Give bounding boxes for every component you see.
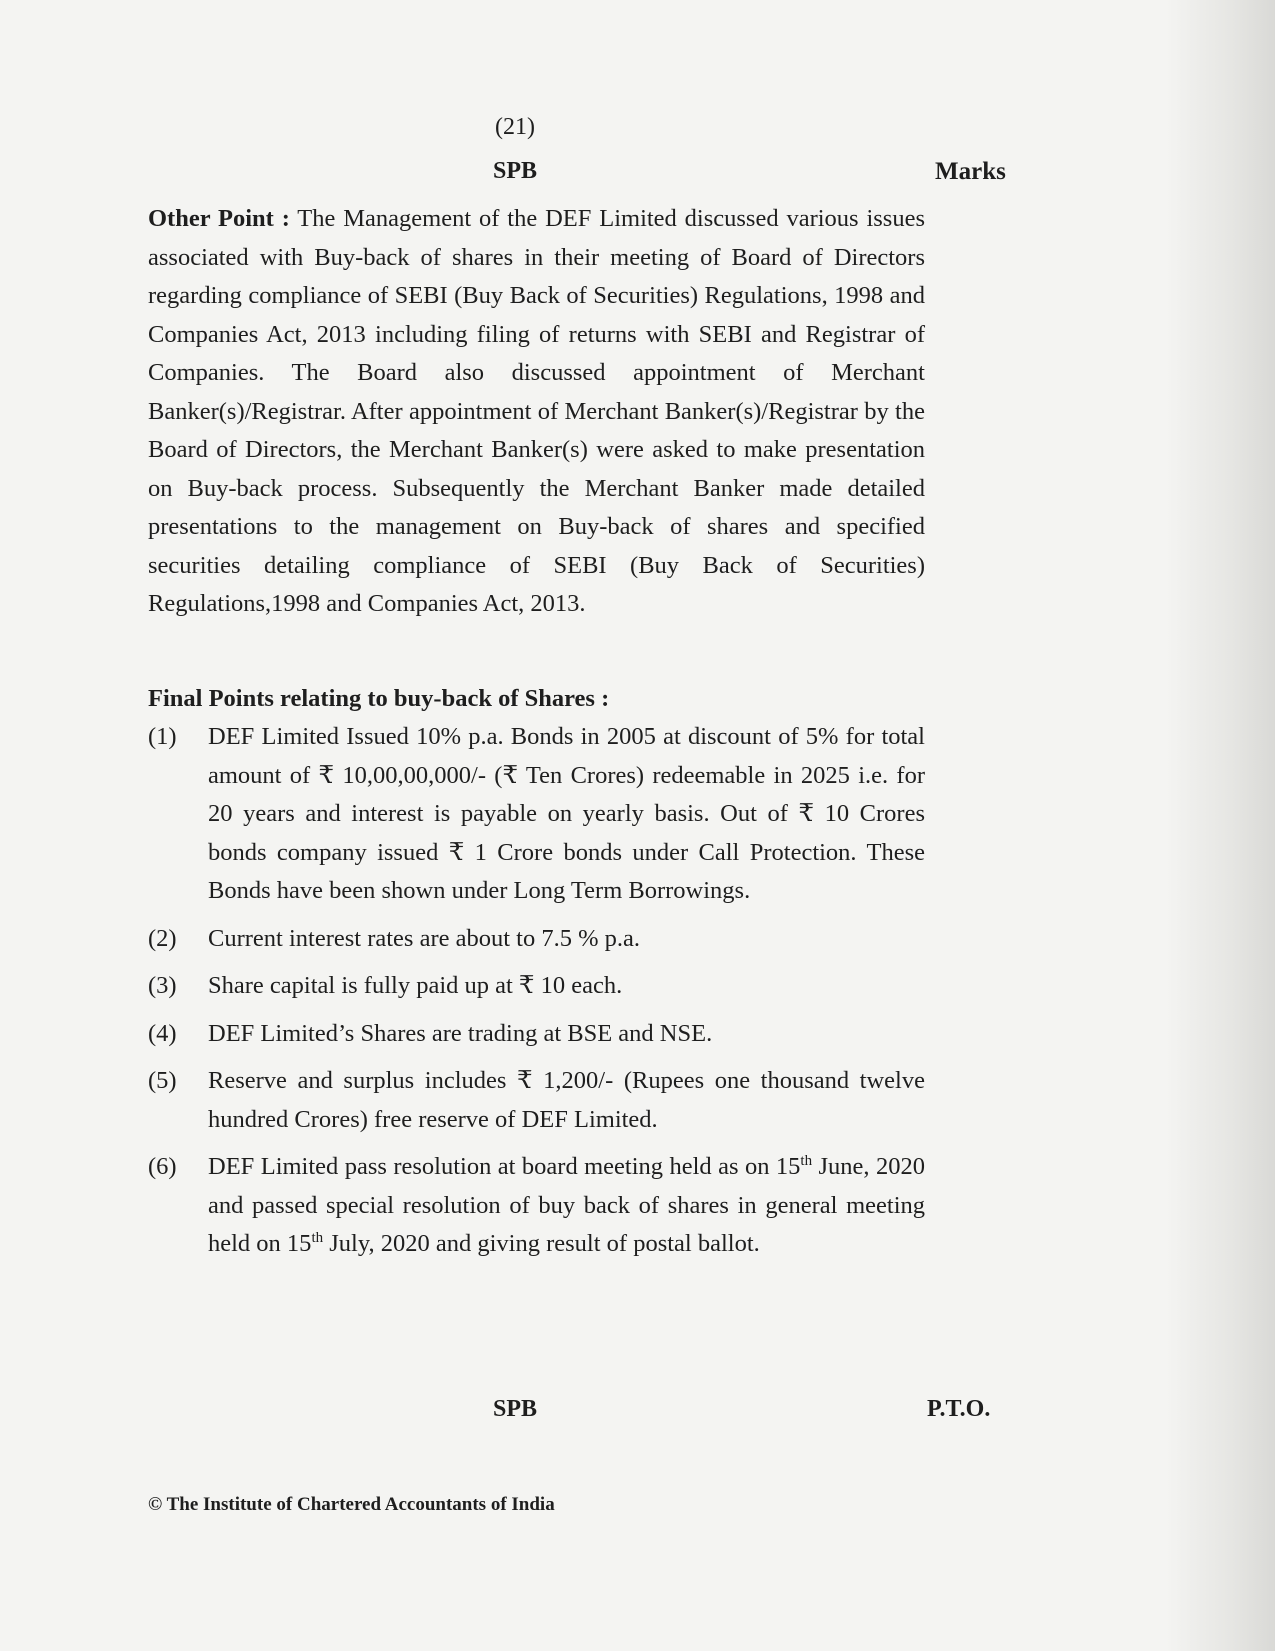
- page-number: (21): [495, 114, 535, 140]
- final-points-list: [148, 718, 925, 1264]
- list-item-number: (5): [148, 1067, 177, 1094]
- list-item-number: (3): [148, 972, 177, 999]
- list-item-text: Reserve and surplus includes ₹ 1,200/- (Rupees one thousand twelve hundred Crores) free reserve of DEF Limited.: [208, 1067, 925, 1133]
- list-item-text: Current interest rates are about to 7.5 % p.a.: [208, 924, 641, 952]
- marks-label: Marks: [935, 158, 1006, 185]
- copyright-notice: © The Institute of Chartered Accountants of India: [148, 1494, 555, 1515]
- list-item-text: DEF Limited Issued 10% p.a. Bonds in 2005 at discount of 5% for total amount of ₹ 10,00,00,000/- (₹ Ten Crores) redeemable in 2025 i.e. for 20 years and interest is payable on yearly basis. Out of ₹ 10 Crores bonds company issued ₹ 1 Crore bonds under Call Protection. These Bonds have been shown under Long Term Borrowings.: [208, 723, 925, 904]
- list-item: [148, 920, 925, 959]
- list-item: [148, 1062, 925, 1139]
- list-item-number: (1): [148, 723, 177, 750]
- list-item: [148, 1015, 925, 1054]
- other-point-paragraph: [148, 200, 925, 624]
- list-item-text-part: July, 2020 and giving result of postal ballot.: [323, 1230, 760, 1257]
- list-item-number: (2): [148, 924, 177, 952]
- list-item-text: Share capital is fully paid up at ₹ 10 each.: [208, 972, 623, 999]
- list-item: [148, 967, 925, 1006]
- list-item-text-part: DEF Limited pass resolution at board meeting held as on 15: [208, 1153, 801, 1180]
- other-point-label: Other Point :: [148, 205, 290, 232]
- list-item: [148, 718, 925, 911]
- ordinal-superscript: th: [311, 1230, 324, 1246]
- ordinal-superscript: th: [800, 1153, 813, 1169]
- other-point-text: The Management of the DEF Limited discussed various issues associated with Buy-back of shares in their meeting of Board of Directors regarding compliance of SEBI (Buy Back of Securities) Regulations, 1998 and Companies Act, 2013 including filing of returns with SEBI and Registrar of Companies. The Board also discussed appointment of Merchant Banker(s)/Registrar. After appointment of Merchant Banker(s)/Registrar by the Board of Directors, the Merchant Banker(s) were asked to make presentation on Buy-back process. Subsequently the Merchant Banker made detailed presentations to the management on Buy-back of shares and specified securities detailing compliance of SEBI (Buy Back of Securities) Regulations,1998 and Companies Act, 2013.: [148, 205, 925, 617]
- list-item-number: (4): [148, 1019, 177, 1047]
- list-item-text-part: June, 2020 and passed special resolution of buy back of shares in general meeting held on 15: [208, 1153, 925, 1257]
- set-code-footer: SPB: [492, 1396, 537, 1422]
- set-code-header: SPB: [492, 158, 537, 184]
- pto-label: P.T.O.: [927, 1396, 991, 1422]
- list-item-number: (6): [148, 1153, 177, 1180]
- list-item-text: DEF Limited’s Shares are trading at BSE and NSE.: [208, 1019, 713, 1047]
- question-content: [148, 200, 925, 1273]
- list-item: [148, 1148, 925, 1264]
- scan-shadow: [1165, 0, 1275, 1651]
- final-points-heading: Final Points relating to buy-back of Shares :: [148, 684, 610, 712]
